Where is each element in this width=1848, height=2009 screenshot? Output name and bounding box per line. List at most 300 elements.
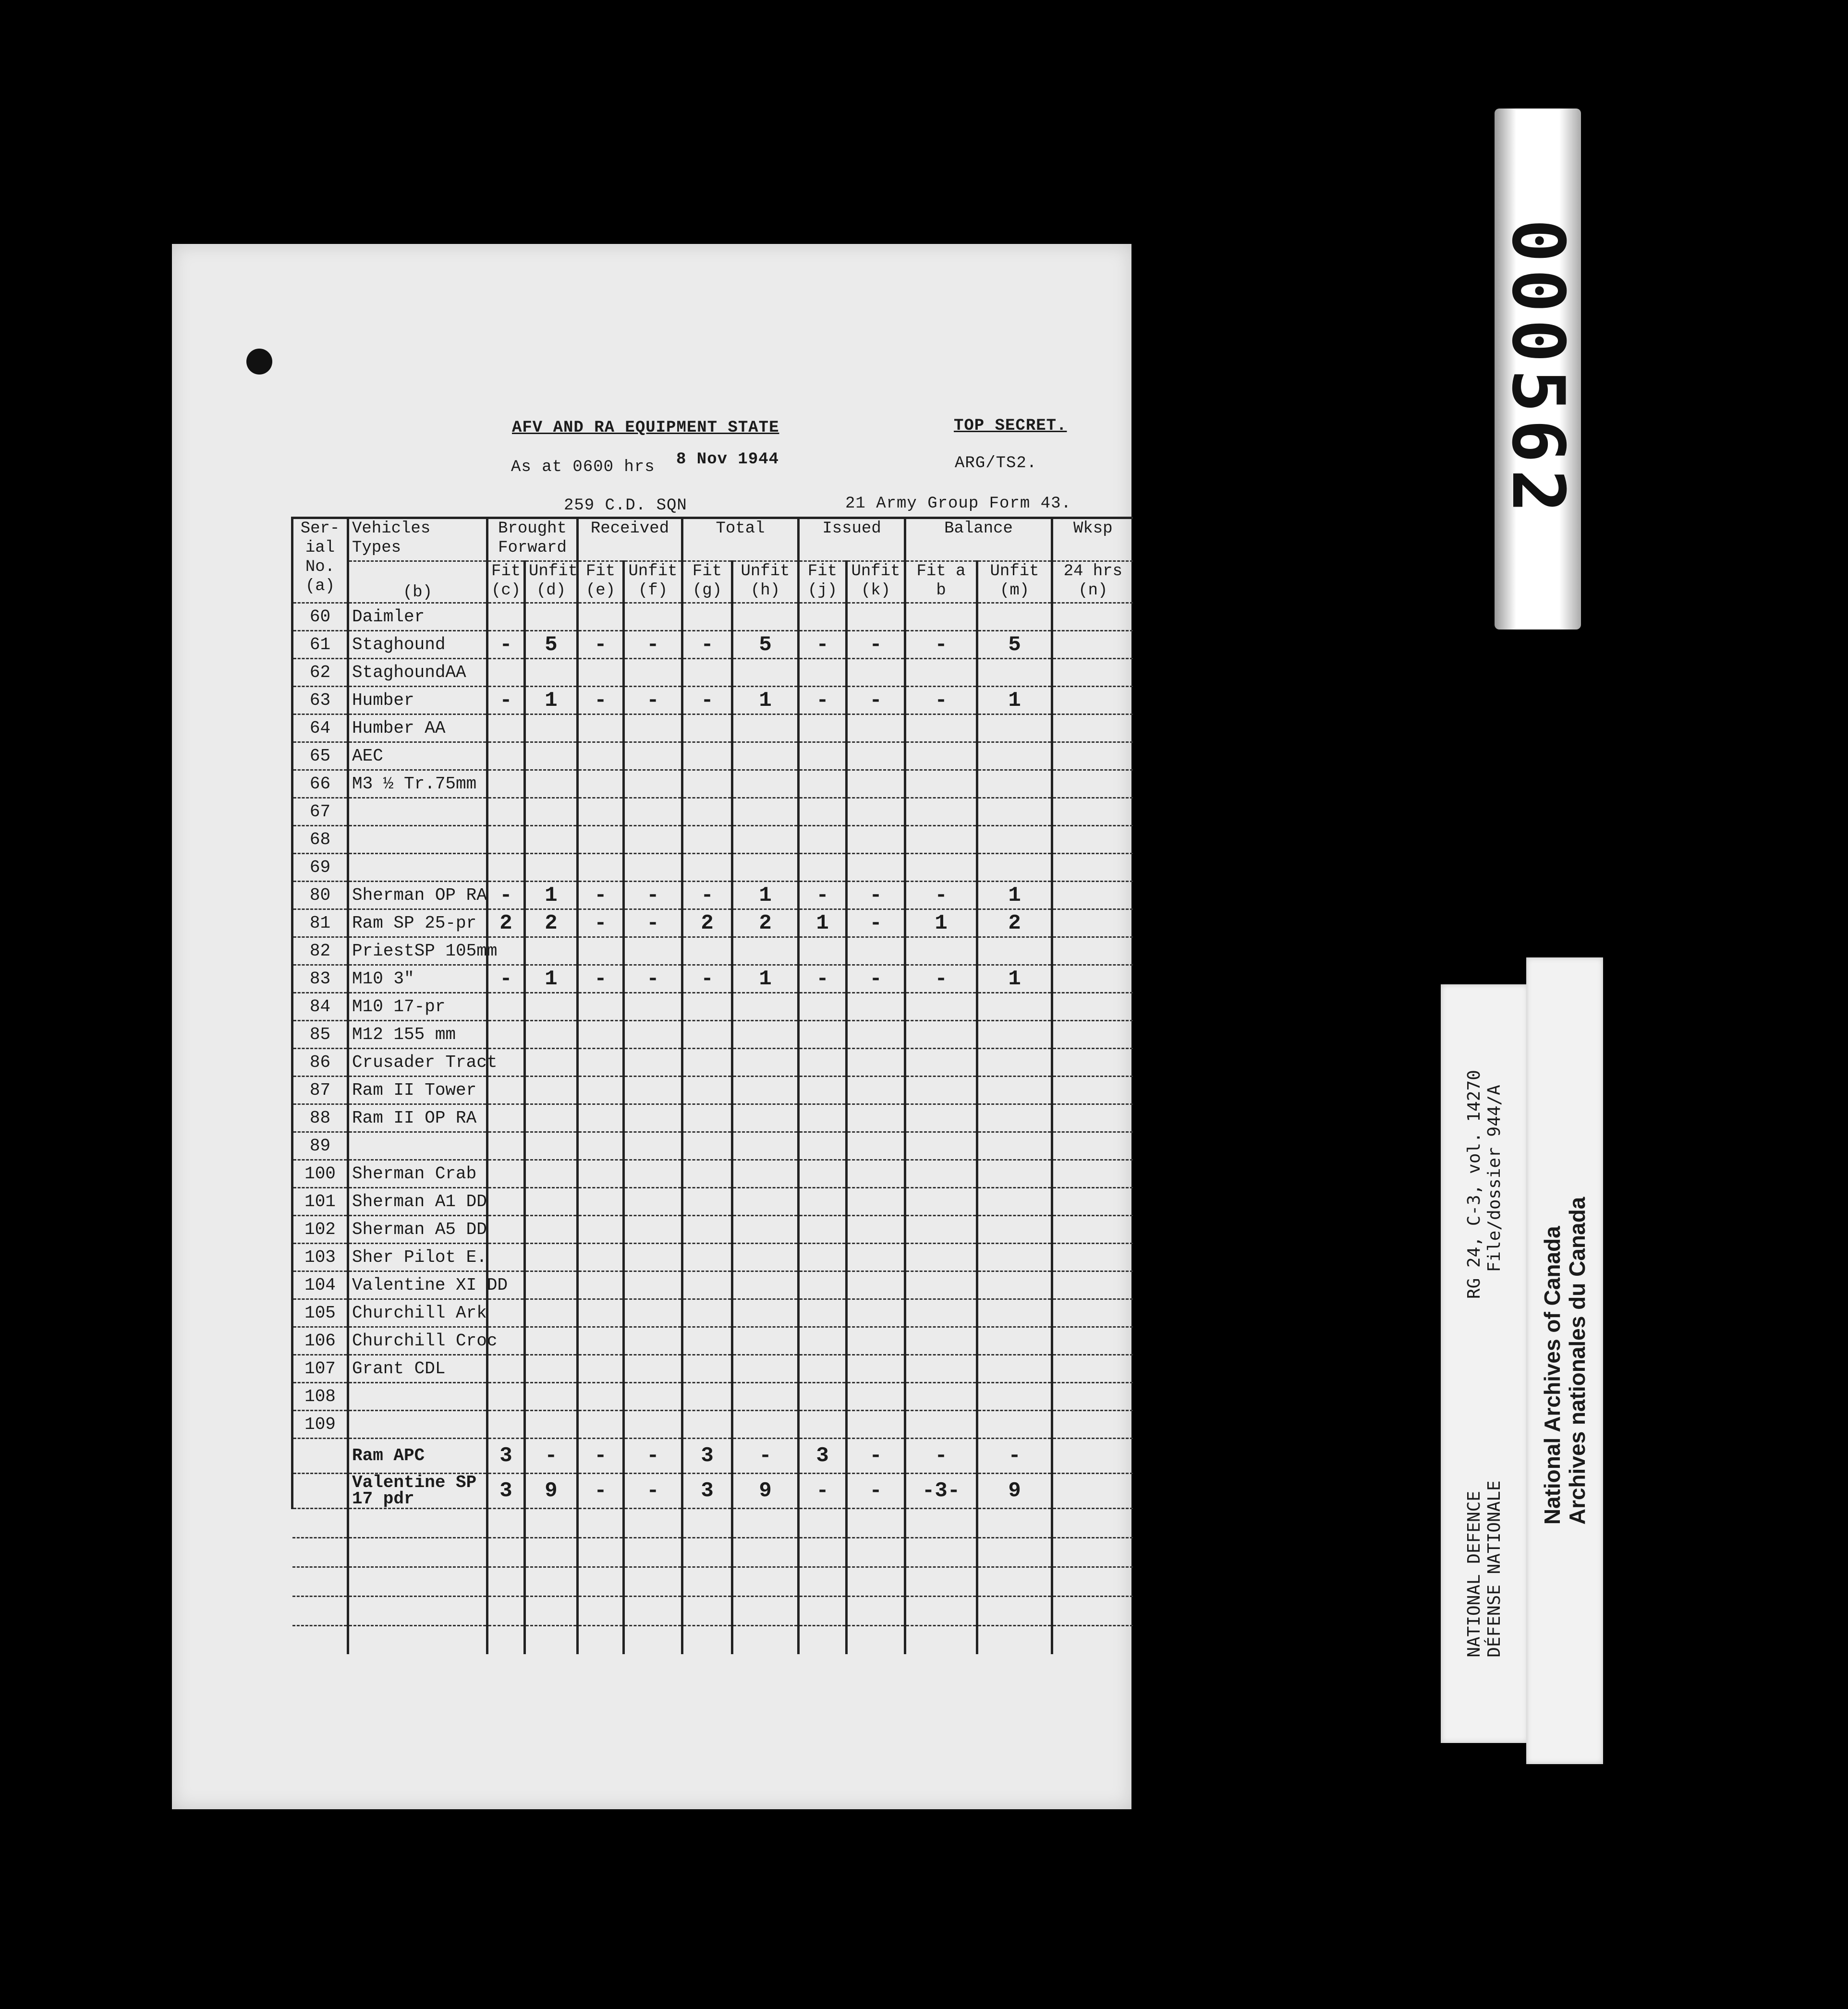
quantity-cell (905, 603, 977, 631)
quantity-cell (487, 659, 525, 687)
quantity-cell (682, 742, 732, 770)
table-row (292, 770, 1133, 798)
quantity-cell (905, 1244, 977, 1271)
vehicle-type-cell: Sherman OP RA (348, 882, 487, 909)
header-issued: Issued (799, 518, 905, 561)
header-total: Total (682, 518, 799, 561)
quantity-cell (847, 1188, 905, 1216)
quantity-cell (847, 854, 905, 882)
quantity-cell (578, 1244, 624, 1271)
quantity-cell: - (905, 687, 977, 714)
quantity-cell: - (578, 965, 624, 993)
quantity-cell (1052, 1104, 1133, 1132)
vehicle-type-cell (348, 1132, 487, 1160)
quantity-cell (799, 1188, 847, 1216)
serial-cell: 100 (292, 1160, 348, 1188)
quantity-cell (732, 1383, 799, 1411)
quantity-cell (977, 826, 1052, 854)
quantity-cell (525, 993, 578, 1021)
blank-cell (847, 1538, 905, 1567)
blank-cell (847, 1567, 905, 1597)
table-row (292, 993, 1133, 1021)
table-row (292, 1327, 1133, 1355)
vehicle-type-cell: Ram II Tower (348, 1077, 487, 1104)
header-unfit-h: Unfit (h) (732, 561, 799, 603)
quantity-cell (905, 1355, 977, 1383)
quantity-cell (732, 1411, 799, 1439)
header-wksp: Wksp (1052, 518, 1133, 561)
quantity-cell (682, 1271, 732, 1299)
quantity-cell (487, 603, 525, 631)
quantity-cell (732, 1049, 799, 1077)
vehicle-type-cell: Sher Pilot E. (348, 1244, 487, 1271)
quantity-cell (732, 826, 799, 854)
quantity-cell (1052, 1474, 1133, 1509)
header-unfit-d: Unfit (d) (525, 561, 578, 603)
blank-cell (624, 1626, 682, 1655)
quantity-cell: - (905, 965, 977, 993)
quantity-cell (624, 993, 682, 1021)
quantity-cell (578, 1216, 624, 1244)
quantity-cell (682, 1383, 732, 1411)
blank-cell (348, 1626, 487, 1655)
table-row (292, 798, 1133, 826)
blank-cell (847, 1597, 905, 1626)
quantity-cell (624, 1244, 682, 1271)
blank-cell (578, 1626, 624, 1655)
quantity-cell (1052, 1244, 1133, 1271)
quantity-cell (905, 1104, 977, 1132)
vehicle-type-cell: Ram SP 25-pr (348, 909, 487, 937)
quantity-cell (624, 770, 682, 798)
document-title: AFV AND RA EQUIPMENT STATE (512, 419, 779, 437)
serial-cell: 60 (292, 603, 348, 631)
quantity-cell: - (578, 687, 624, 714)
blank-row (292, 1567, 1133, 1597)
quantity-cell (1052, 1411, 1133, 1439)
vehicle-type-cell: Churchill Croc (348, 1327, 487, 1355)
quantity-cell (624, 714, 682, 742)
serial-cell (292, 1439, 348, 1474)
blank-cell (1052, 1626, 1133, 1655)
vehicle-type-cell: Ram APC (348, 1439, 487, 1474)
quantity-cell (847, 659, 905, 687)
blank-cell (799, 1567, 847, 1597)
dept-line-1: NATIONAL DEFENCE (1464, 1491, 1484, 1658)
quantity-cell (578, 826, 624, 854)
quantity-cell (847, 1299, 905, 1327)
quantity-cell (799, 826, 847, 854)
serial-cell: 88 (292, 1104, 348, 1132)
serial-cell: 104 (292, 1271, 348, 1299)
quantity-cell (977, 1188, 1052, 1216)
quantity-cell (487, 1244, 525, 1271)
quantity-cell (799, 993, 847, 1021)
archives-fr: Archives nationales du Canada (1565, 1197, 1590, 1525)
header-serial: Ser- ial No. (a) (292, 518, 348, 603)
vehicle-type-cell (348, 1383, 487, 1411)
quantity-cell (525, 1244, 578, 1271)
quantity-cell (1052, 993, 1133, 1021)
blank-cell (682, 1626, 732, 1655)
table-row (292, 1474, 1133, 1509)
quantity-cell (525, 937, 578, 965)
quantity-cell: 1 (799, 909, 847, 937)
quantity-cell (578, 1077, 624, 1104)
quantity-cell (847, 603, 905, 631)
quantity-cell (905, 770, 977, 798)
quantity-cell (1052, 1271, 1133, 1299)
serial-cell: 107 (292, 1355, 348, 1383)
quantity-cell (525, 1188, 578, 1216)
quantity-cell (905, 993, 977, 1021)
quantity-cell (732, 1104, 799, 1132)
quantity-cell (624, 1188, 682, 1216)
quantity-cell (487, 1411, 525, 1439)
blank-cell (487, 1567, 525, 1597)
quantity-cell (977, 1021, 1052, 1049)
quantity-cell (977, 770, 1052, 798)
quantity-cell (799, 1132, 847, 1160)
blank-cell (487, 1538, 525, 1567)
quantity-cell (847, 826, 905, 854)
serial-cell: 80 (292, 882, 348, 909)
archives-en: National Archives of Canada (1540, 1226, 1565, 1525)
quantity-cell (525, 1383, 578, 1411)
quantity-cell (487, 1021, 525, 1049)
quantity-cell: 1 (732, 965, 799, 993)
archives-name (1540, 1197, 1590, 1525)
serial-cell: 109 (292, 1411, 348, 1439)
serial-cell: 69 (292, 854, 348, 882)
blank-cell (525, 1567, 578, 1597)
quantity-cell (578, 1411, 624, 1439)
table-row (292, 826, 1133, 854)
quantity-cell (578, 1021, 624, 1049)
quantity-cell (1052, 1049, 1133, 1077)
quantity-cell: - (487, 687, 525, 714)
archive-reference (1464, 1070, 1505, 1658)
blank-cell (682, 1538, 732, 1567)
quantity-cell (525, 742, 578, 770)
blank-cell (1052, 1538, 1133, 1567)
quantity-cell (977, 1355, 1052, 1383)
quantity-cell (799, 854, 847, 882)
unit-name: 259 C.D. SQN (564, 496, 687, 515)
quantity-cell (905, 714, 977, 742)
quantity-cell (682, 1021, 732, 1049)
quantity-cell (847, 1383, 905, 1411)
quantity-cell: 1 (905, 909, 977, 937)
blank-cell (525, 1597, 578, 1626)
blank-cell (977, 1538, 1052, 1567)
serial-cell (292, 1474, 348, 1509)
quantity-cell: - (799, 965, 847, 993)
quantity-cell: - (847, 1439, 905, 1474)
blank-cell (624, 1509, 682, 1538)
quantity-cell (1052, 1383, 1133, 1411)
quantity-cell (624, 603, 682, 631)
table-row (292, 1411, 1133, 1439)
quantity-cell (487, 742, 525, 770)
equipment-table (291, 517, 1133, 1654)
quantity-cell (682, 1244, 732, 1271)
quantity-cell: - (682, 882, 732, 909)
quantity-cell: 1 (525, 965, 578, 993)
blank-cell (292, 1567, 348, 1597)
blank-cell (847, 1626, 905, 1655)
quantity-cell: - (847, 1474, 905, 1509)
quantity-cell (1052, 1216, 1133, 1244)
serial-cell: 108 (292, 1383, 348, 1411)
quantity-cell (578, 1049, 624, 1077)
quantity-cell (624, 1355, 682, 1383)
serial-cell: 87 (292, 1077, 348, 1104)
quantity-cell (905, 1299, 977, 1327)
quantity-cell: 5 (732, 631, 799, 659)
serial-cell: 66 (292, 770, 348, 798)
blank-cell (682, 1567, 732, 1597)
quantity-cell: -3- (905, 1474, 977, 1509)
quantity-cell (732, 1077, 799, 1104)
table-row (292, 1077, 1133, 1104)
quantity-cell (682, 1299, 732, 1327)
quantity-cell (682, 1327, 732, 1355)
quantity-cell: 1 (977, 965, 1052, 993)
table-row (292, 687, 1133, 714)
blank-cell (1052, 1567, 1133, 1597)
quantity-cell: - (624, 909, 682, 937)
quantity-cell: - (847, 909, 905, 937)
quantity-cell: - (624, 1474, 682, 1509)
blank-cell (799, 1626, 847, 1655)
blank-cell (1052, 1509, 1133, 1538)
serial-cell: 65 (292, 742, 348, 770)
header-fit-j: Fit (j) (799, 561, 847, 603)
table-row (292, 909, 1133, 937)
quantity-cell (799, 1411, 847, 1439)
quantity-cell (578, 1355, 624, 1383)
blank-cell (682, 1597, 732, 1626)
blank-cell (799, 1597, 847, 1626)
quantity-cell (977, 854, 1052, 882)
quantity-cell (799, 1355, 847, 1383)
quantity-cell (905, 826, 977, 854)
quantity-cell (487, 714, 525, 742)
quantity-cell (977, 1160, 1052, 1188)
quantity-cell (624, 1077, 682, 1104)
blank-cell (348, 1509, 487, 1538)
table-row (292, 937, 1133, 965)
quantity-cell (977, 1049, 1052, 1077)
quantity-cell (1052, 687, 1133, 714)
header-vehicles-sub: (b) (348, 561, 487, 603)
archives-canada-tag (1526, 957, 1603, 1764)
quantity-cell (682, 993, 732, 1021)
blank-cell (525, 1538, 578, 1567)
quantity-cell (682, 826, 732, 854)
quantity-cell: 1 (732, 687, 799, 714)
quantity-cell: - (578, 882, 624, 909)
quantity-cell: - (847, 631, 905, 659)
quantity-cell: 3 (682, 1439, 732, 1474)
quantity-cell (624, 1021, 682, 1049)
quantity-cell: - (624, 1439, 682, 1474)
quantity-cell (578, 603, 624, 631)
quantity-cell (578, 1104, 624, 1132)
quantity-cell (624, 1271, 682, 1299)
vehicle-type-cell (348, 826, 487, 854)
quantity-cell (624, 854, 682, 882)
quantity-cell (525, 714, 578, 742)
quantity-cell (525, 1132, 578, 1160)
quantity-cell (1052, 1132, 1133, 1160)
blank-cell (905, 1567, 977, 1597)
blank-cell (977, 1567, 1052, 1597)
blank-cell (732, 1567, 799, 1597)
quantity-cell: 1 (525, 882, 578, 909)
reference-line-1: RG 24, C-3, vol. 14270 (1464, 1070, 1484, 1299)
quantity-cell (799, 1160, 847, 1188)
quantity-cell: 2 (732, 909, 799, 937)
frame-number-strip (1495, 109, 1581, 629)
quantity-cell (525, 659, 578, 687)
quantity-cell (624, 1216, 682, 1244)
quantity-cell (1052, 1327, 1133, 1355)
quantity-cell: 2 (525, 909, 578, 937)
blank-cell (348, 1597, 487, 1626)
quantity-cell (525, 798, 578, 826)
quantity-cell (732, 1188, 799, 1216)
blank-cell (977, 1509, 1052, 1538)
serial-cell: 105 (292, 1299, 348, 1327)
quantity-cell (525, 1271, 578, 1299)
quantity-cell (682, 1355, 732, 1383)
quantity-cell (525, 1077, 578, 1104)
blank-cell (905, 1597, 977, 1626)
quantity-cell (682, 603, 732, 631)
quantity-cell: 9 (977, 1474, 1052, 1509)
vehicle-type-cell: Crusader Tract (348, 1049, 487, 1077)
serial-cell: 102 (292, 1216, 348, 1244)
quantity-cell (525, 770, 578, 798)
table-row (292, 1439, 1133, 1474)
quantity-cell (578, 742, 624, 770)
header-unfit-m: Unfit (m) (977, 561, 1052, 603)
quantity-cell (624, 1411, 682, 1439)
quantity-cell (487, 798, 525, 826)
table-row (292, 1355, 1133, 1383)
quantity-cell (624, 1104, 682, 1132)
quantity-cell (525, 1160, 578, 1188)
quantity-cell (977, 1216, 1052, 1244)
blank-cell (732, 1538, 799, 1567)
document-sheet (172, 244, 1131, 1809)
quantity-cell (1052, 714, 1133, 742)
quantity-cell (847, 714, 905, 742)
quantity-cell: - (682, 687, 732, 714)
serial-cell: 85 (292, 1021, 348, 1049)
table-row (292, 965, 1133, 993)
quantity-cell (905, 1021, 977, 1049)
serial-cell: 61 (292, 631, 348, 659)
table-row (292, 603, 1133, 631)
quantity-cell: - (799, 631, 847, 659)
quantity-cell (847, 1216, 905, 1244)
vehicle-type-cell: PriestSP 105mm (348, 937, 487, 965)
quantity-cell (578, 1299, 624, 1327)
quantity-cell (847, 1049, 905, 1077)
vehicle-type-cell: AEC (348, 742, 487, 770)
quantity-cell (682, 1160, 732, 1188)
quantity-cell (905, 1383, 977, 1411)
quantity-cell (525, 1021, 578, 1049)
serial-cell: 64 (292, 714, 348, 742)
quantity-cell (682, 770, 732, 798)
quantity-cell (847, 937, 905, 965)
serial-cell: 81 (292, 909, 348, 937)
header-fit-l: Fit a b (905, 561, 977, 603)
quantity-cell (578, 1327, 624, 1355)
quantity-cell (977, 1299, 1052, 1327)
blank-cell (977, 1626, 1052, 1655)
serial-cell: 67 (292, 798, 348, 826)
quantity-cell: - (799, 882, 847, 909)
quantity-cell (799, 1049, 847, 1077)
quantity-cell (624, 826, 682, 854)
quantity-cell (525, 1216, 578, 1244)
quantity-cell (799, 659, 847, 687)
form-number: 21 Army Group Form 43. (845, 495, 1071, 513)
table-row (292, 1383, 1133, 1411)
blank-cell (799, 1538, 847, 1567)
quantity-cell (682, 1132, 732, 1160)
quantity-cell: 1 (977, 687, 1052, 714)
vehicle-type-cell (348, 1411, 487, 1439)
as-at-date: 8 Nov 1944 (676, 450, 779, 469)
quantity-cell: - (905, 882, 977, 909)
quantity-cell (487, 1355, 525, 1383)
table-row (292, 1104, 1133, 1132)
quantity-cell: - (578, 909, 624, 937)
quantity-cell (682, 1411, 732, 1439)
quantity-cell (732, 714, 799, 742)
quantity-cell: 9 (525, 1474, 578, 1509)
blank-cell (732, 1626, 799, 1655)
quantity-cell (487, 1104, 525, 1132)
quantity-cell (799, 714, 847, 742)
vehicle-type-cell: StaghoundAA (348, 659, 487, 687)
quantity-cell (905, 1327, 977, 1355)
serial-cell: 84 (292, 993, 348, 1021)
serial-cell: 89 (292, 1132, 348, 1160)
quantity-cell (487, 1077, 525, 1104)
quantity-cell (847, 993, 905, 1021)
quantity-cell: 1 (732, 882, 799, 909)
table-row (292, 882, 1133, 909)
quantity-cell (847, 1132, 905, 1160)
quantity-cell (1052, 659, 1133, 687)
blank-cell (977, 1597, 1052, 1626)
quantity-cell (847, 1355, 905, 1383)
quantity-cell (1052, 631, 1133, 659)
quantity-cell (977, 742, 1052, 770)
blank-cell (682, 1509, 732, 1538)
vehicle-type-cell: Staghound (348, 631, 487, 659)
quantity-cell (682, 1077, 732, 1104)
header-fit-e: Fit (e) (578, 561, 624, 603)
blank-row (292, 1597, 1133, 1626)
